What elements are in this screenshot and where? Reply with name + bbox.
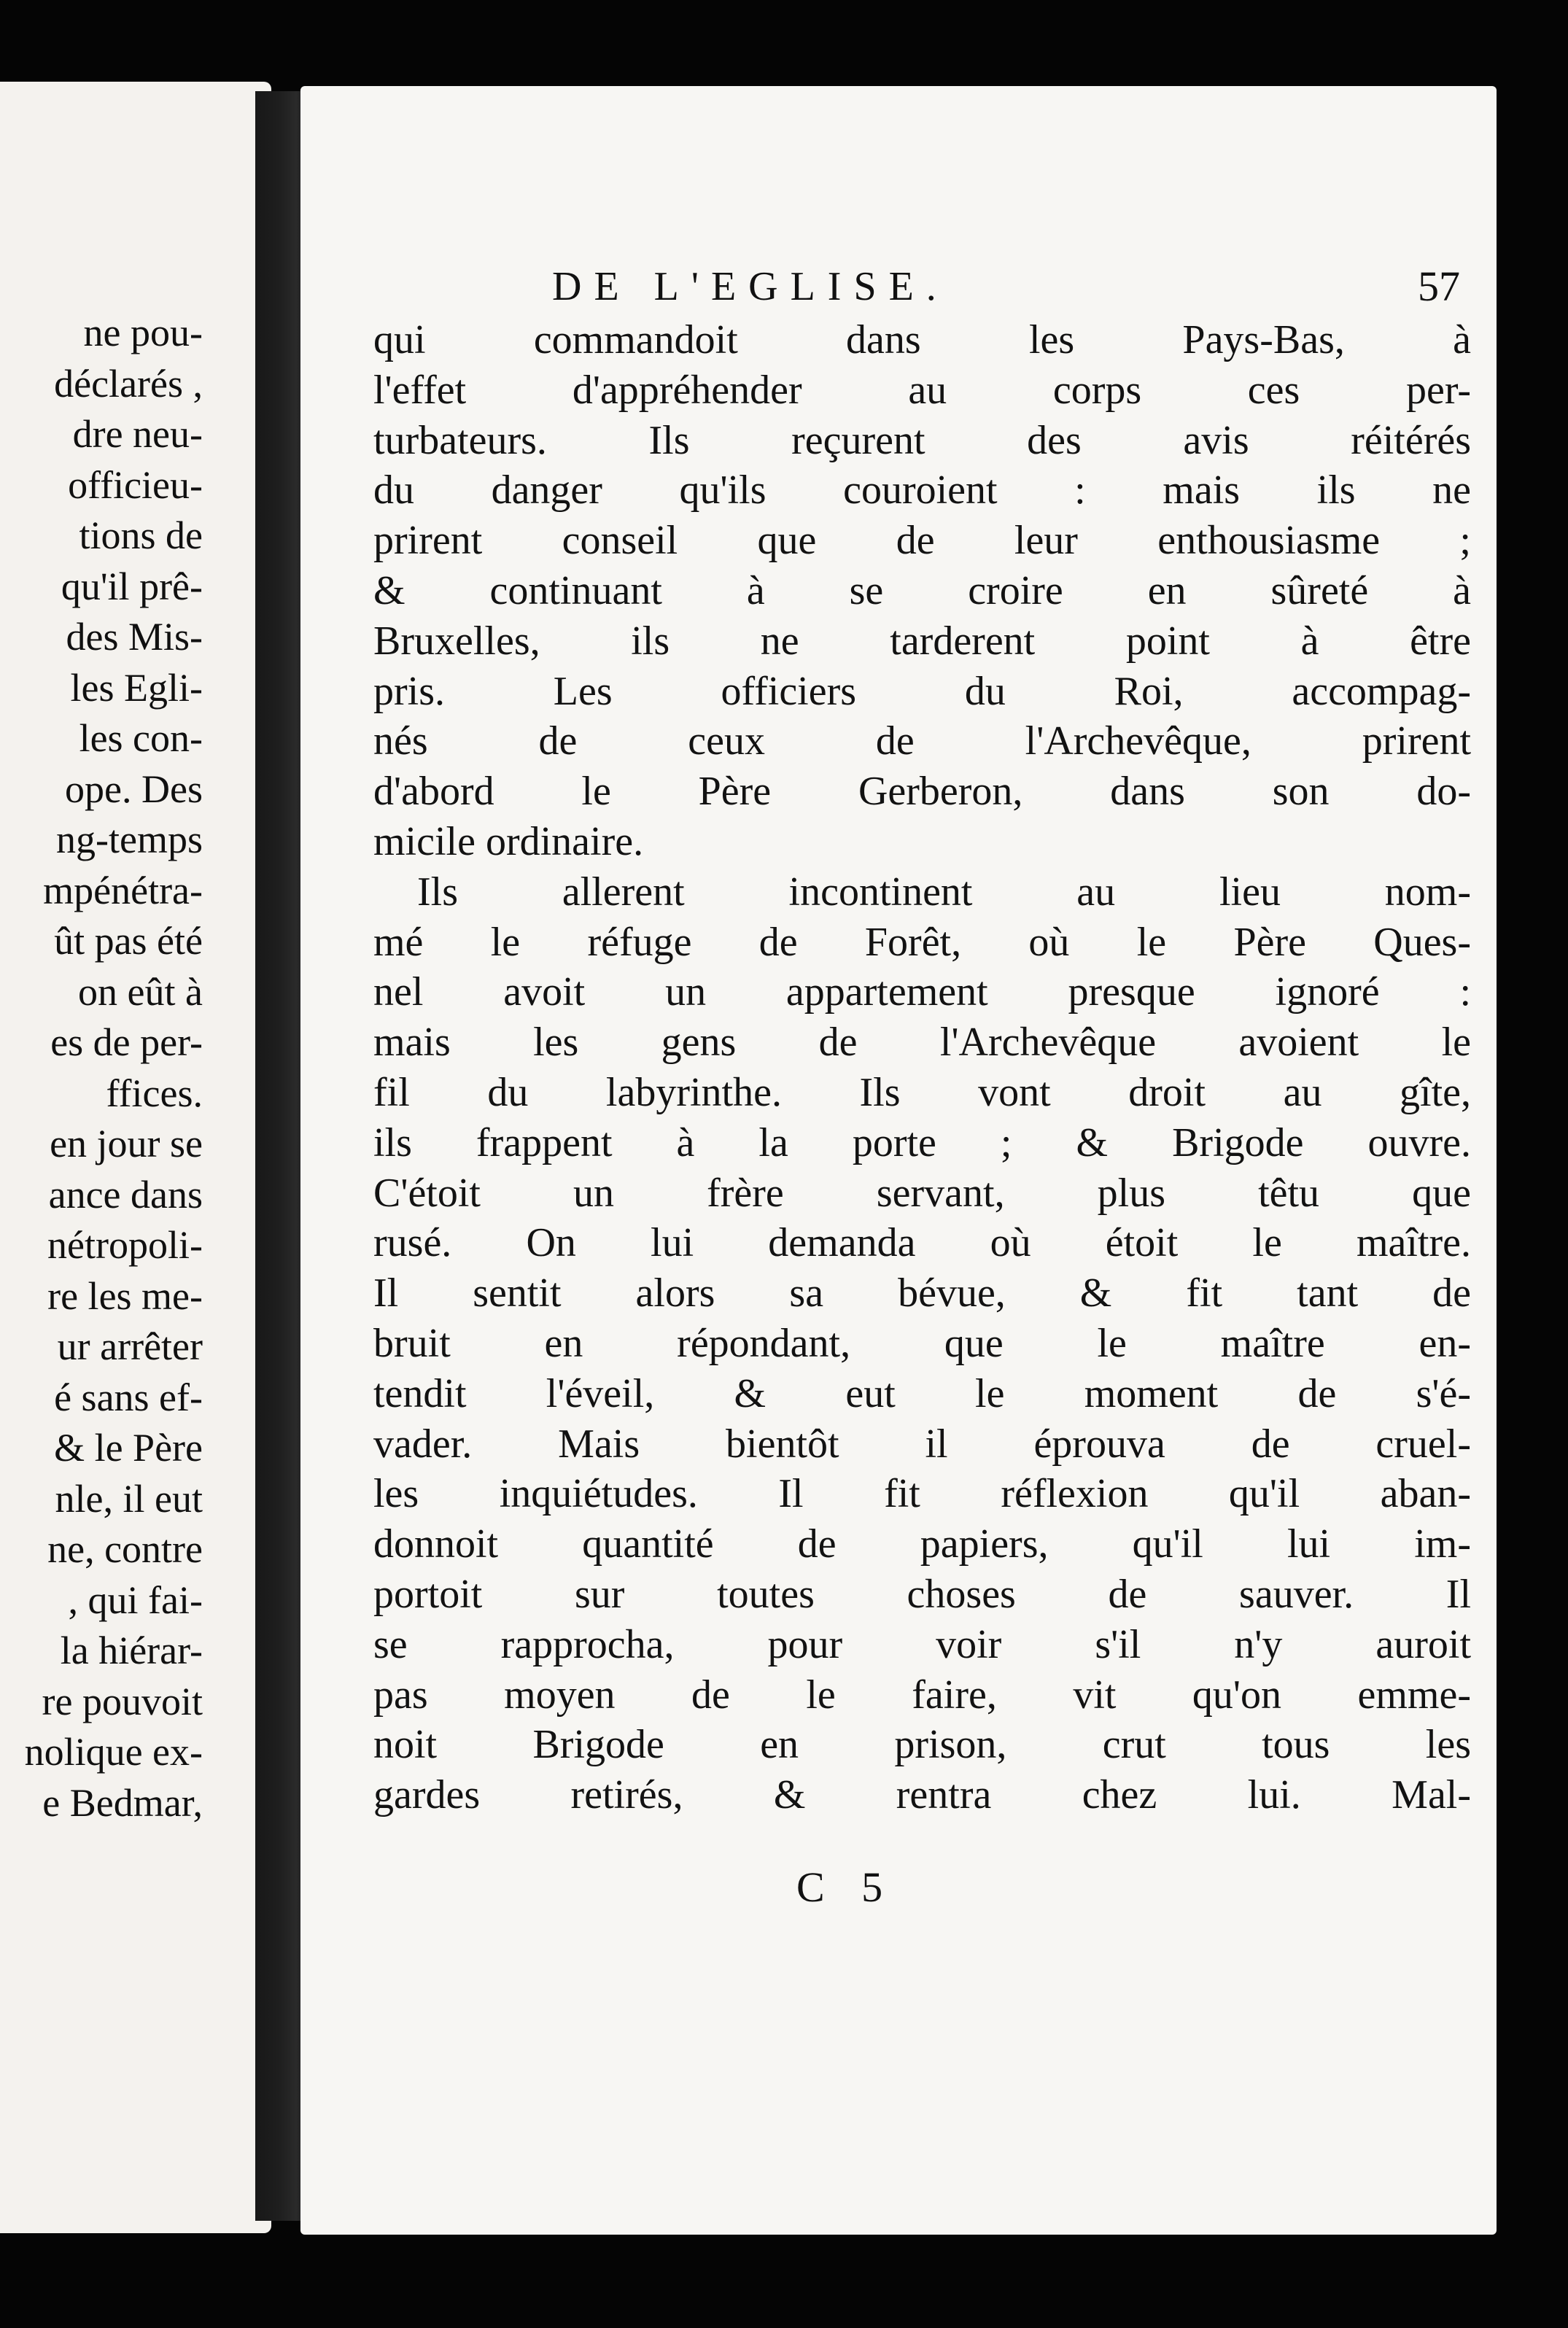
body-text-line: Il sentit alors sa bévue, & fit tant de <box>373 1270 1471 1316</box>
left-text-line: des Mis- <box>66 615 203 659</box>
running-head <box>552 254 1460 319</box>
signature-mark: C 5 <box>796 1863 896 1911</box>
body-text-line: vader. Mais bientôt il éprouva de cruel- <box>373 1421 1471 1467</box>
left-text-line: ance dans <box>48 1172 203 1217</box>
left-text-line: ng-temps <box>56 818 203 861</box>
left-text-line: ur arrêter <box>57 1324 203 1368</box>
body-text-line: rusé. On lui demanda où étoit le maître. <box>373 1220 1471 1266</box>
body-text-line: donnoit quantité de papiers, qu'il lui im- <box>373 1521 1471 1567</box>
left-text-line: é sans ef- <box>54 1375 203 1419</box>
body-text-line: fil du labyrinthe. Ils vont droit au gîte, <box>373 1069 1471 1115</box>
left-text-line: tions de <box>79 513 203 557</box>
left-text-line: ne, contre <box>47 1527 203 1571</box>
left-text-line: la hiérar- <box>60 1629 203 1672</box>
left-text-line: les con- <box>79 716 203 760</box>
left-text-line: déclarés , <box>54 361 203 406</box>
body-text-line: mé le réfuge de Forêt, où le Père Ques- <box>373 919 1471 965</box>
left-page-text <box>0 308 271 1828</box>
body-text-line: d'abord le Père Gerberon, dans son do- <box>373 769 1471 815</box>
body-text <box>373 315 1471 1820</box>
left-text-line: re les me- <box>47 1273 203 1318</box>
left-text-line: nétropoli- <box>47 1223 203 1267</box>
left-page <box>0 82 271 2233</box>
body-text-line: nel avoit un appartement presque ignoré : <box>373 969 1471 1015</box>
body-text-line: & continuant à se croire en sûreté à <box>373 567 1471 613</box>
left-text-line: on eût à <box>78 969 203 1014</box>
left-text-line: ffices. <box>106 1071 203 1115</box>
body-text-line: se rapprocha, pour voir s'il n'y auroit <box>373 1621 1471 1667</box>
left-text-line: ût pas été <box>54 919 203 963</box>
body-text-line: Ils allerent incontinent au lieu nom- <box>417 869 1471 915</box>
body-text-line: prirent conseil que de leur enthousiasme ; <box>373 518 1471 564</box>
body-text-line: pris. Les officiers du Roi, accompag- <box>373 668 1471 714</box>
body-text-line: ils frappent à la porte ; & Brigode ouvre. <box>373 1120 1471 1165</box>
body-text-line: l'effet d'appréhender au corps ces per- <box>373 367 1471 413</box>
body-text-line: C'étoit un frère servant, plus têtu que <box>373 1170 1471 1216</box>
left-text-line: en jour se <box>50 1122 203 1165</box>
running-title: DE L'EGLISE. <box>552 264 949 309</box>
body-text-line: micile ordinaire. <box>373 818 644 864</box>
left-text-line: ne pou- <box>83 311 203 354</box>
body-text-line: portoit sur toutes choses de sauver. Il <box>373 1571 1471 1617</box>
body-text-line: pas moyen de le faire, vit qu'on emme- <box>373 1672 1471 1718</box>
body-text-line: Bruxelles, ils ne tarderent point à être <box>373 618 1471 664</box>
left-text-line: nle, il eut <box>55 1476 203 1521</box>
body-text-line: turbateurs. Ils reçurent des avis réitérés <box>373 417 1471 463</box>
left-text-line: & le Père <box>54 1426 203 1470</box>
page-number: 57 <box>1418 263 1460 310</box>
left-text-line: , qui fai- <box>68 1578 203 1622</box>
left-text-line: re pouvoit <box>42 1679 203 1723</box>
left-text-line: les Egli- <box>70 665 203 710</box>
right-page <box>300 86 1497 2235</box>
body-text-line: mais les gens de l'Archevêque avoient le <box>373 1020 1471 1066</box>
left-text-line: officieu- <box>68 462 203 507</box>
body-text-line: bruit en répondant, que le maître en- <box>373 1320 1471 1366</box>
left-text-line: nolique ex- <box>24 1730 203 1774</box>
left-text-line: ope. Des <box>65 767 203 811</box>
body-text-line: tendit l'éveil, & eut le moment de s'é- <box>373 1370 1471 1416</box>
left-text-line: mpénétra- <box>43 868 203 912</box>
left-text-line: dre neu- <box>72 412 203 456</box>
body-text-line: gardes retirés, & rentra chez lui. Mal- <box>373 1772 1471 1818</box>
body-text-line: les inquiétudes. Il fit réflexion qu'il aban- <box>373 1471 1471 1517</box>
body-text-line: du danger qu'ils couroient : mais ils ne <box>373 467 1471 513</box>
body-text-line: qui commandoit dans les Pays-Bas, à <box>373 317 1471 362</box>
body-text-line: noit Brigode en prison, crut tous les <box>373 1722 1471 1768</box>
left-text-line: es de per- <box>50 1020 203 1064</box>
left-text-line: e Bedmar, <box>42 1780 203 1825</box>
body-text-line: nés de ceux de l'Archevêque, prirent <box>373 718 1471 764</box>
left-text-line: qu'il prê- <box>61 564 203 608</box>
